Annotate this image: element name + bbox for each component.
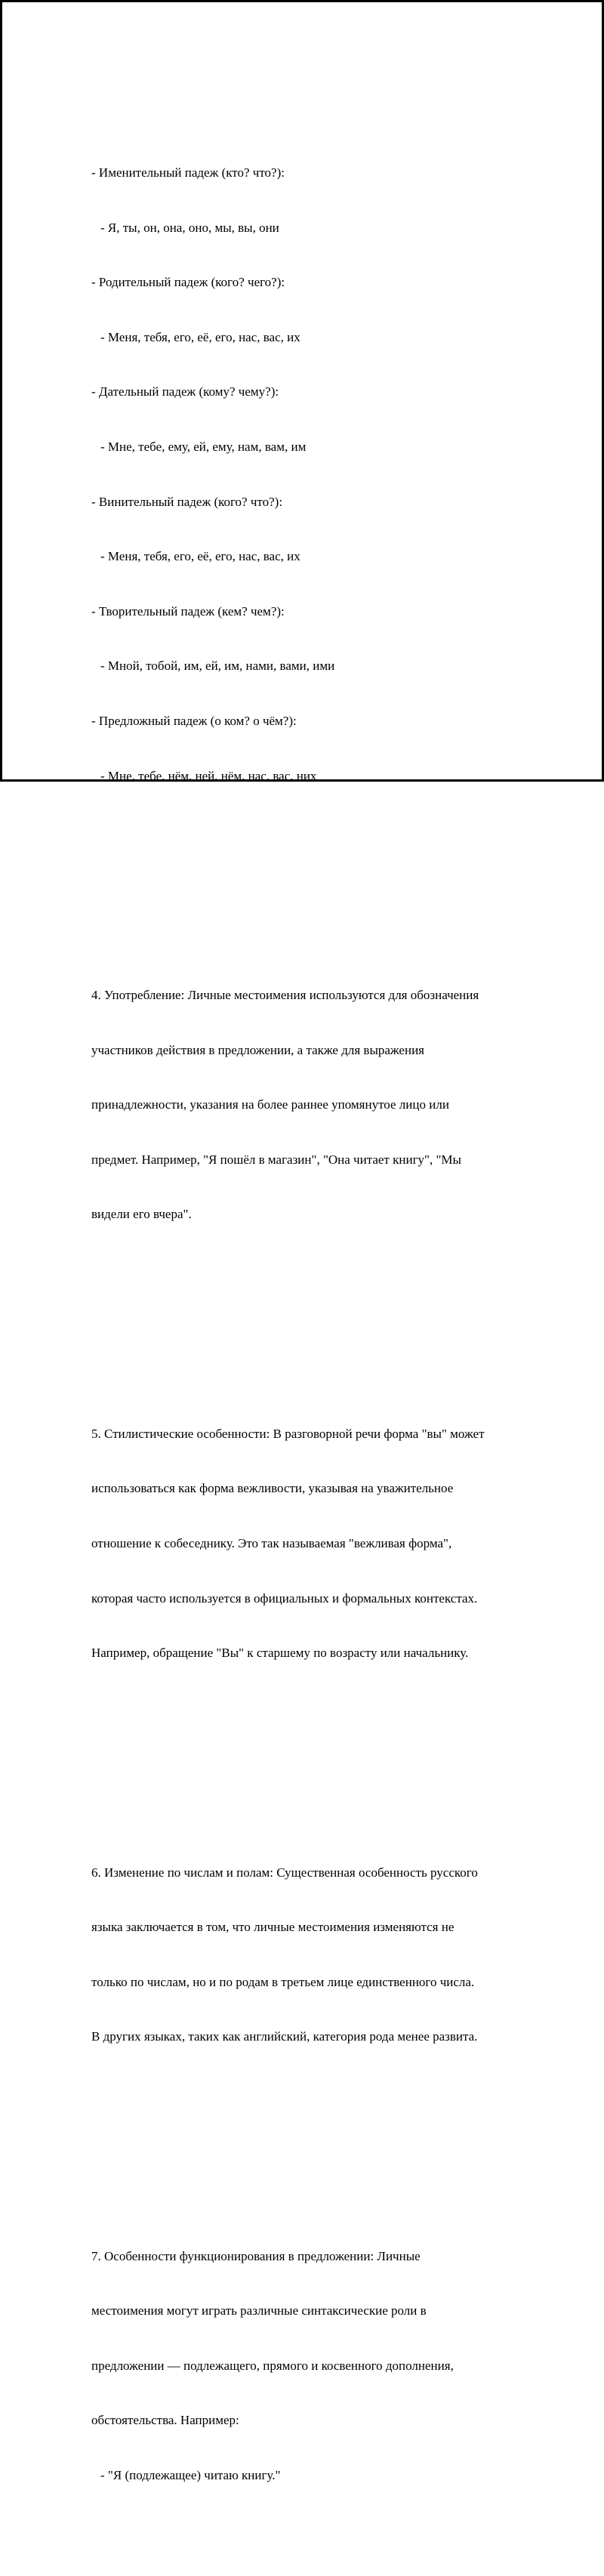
- case-header-accusative: - Винительный падеж (кого? что?):: [91, 494, 283, 509]
- paragraph-line: отношение к собеседнику. Это так называемая "вежливая форма",: [91, 1535, 452, 1550]
- paragraph-line: участников действия в предложении, а также для выражения: [91, 1042, 424, 1057]
- paragraph-line: только по числам, но и по родам в третьем лице единственного числа.: [91, 1974, 475, 1989]
- paragraph-line: принадлежности, указания на более раннее упомянутое лицо или: [91, 1097, 449, 1112]
- paragraph-gap: [91, 2138, 544, 2156]
- paragraph-line: языка заключается в том, что личные местоимения изменяются не: [91, 1920, 455, 1935]
- case-header-prepositional: - Предложный падеж (о ком? о чём?):: [91, 713, 297, 728]
- paragraph-gap: [91, 1754, 544, 1772]
- paragraph-line: 5. Стилистические особенности: В разговорной речи форма "вы" может: [91, 1426, 485, 1441]
- paragraph-line: предложении — подлежащего, прямого и косвенного дополнения,: [91, 2358, 454, 2373]
- case-header-dative: - Дательный падеж (кому? чему?):: [91, 384, 279, 400]
- paragraph-line: местоимения могут играть различные синтаксические роли в: [91, 2303, 427, 2318]
- paragraph-gap: [91, 1316, 544, 1334]
- paragraph-line: В других языках, таких как английский, категория рода менее развита.: [91, 2029, 478, 2044]
- paragraph-line: использоваться как форма вежливости, указывая на уважительное: [91, 1481, 454, 1496]
- example-line: - "Я (подлежащее) читаю книгу.": [100, 2468, 281, 2483]
- section-number-gender: [91, 1827, 544, 2083]
- case-forms-prepositional: - Мне, тебе, нём, ней, нём, нас, вас, них: [100, 768, 317, 783]
- paragraph-line: 4. Употребление: Личные местоимения используются для обозначения: [91, 987, 479, 1002]
- paragraph-line: которая часто используется в официальных и формальных контекстах.: [91, 1590, 478, 1606]
- paragraph-line: видели его вчера".: [91, 1207, 192, 1222]
- paragraph-line: Например, обращение "Вы" к старшему по возрасту или начальнику.: [91, 1646, 469, 1661]
- case-header-instrumental: - Творительный падеж (кем? чем?):: [91, 603, 285, 619]
- paragraph-line: обстоятельства. Например:: [91, 2413, 239, 2428]
- case-forms-nominative: - Я, ты, он, она, оно, мы, вы, они: [100, 220, 279, 235]
- paragraph-line: предмет. Например, "Я пошёл в магазин", "Она читает книгу", "Мы: [91, 1152, 461, 1167]
- case-forms-accusative: - Меня, тебя, его, её, его, нас, вас, их: [100, 549, 300, 564]
- case-header-nominative: - Именительный падеж (кто? что?):: [91, 165, 285, 180]
- case-forms-instrumental: - Мной, тобой, им, ей, им, нами, вами, ими: [100, 659, 335, 674]
- paragraph-gap: [91, 877, 544, 895]
- paragraph-line: 7. Особенности функционирования в предложении: Личные: [91, 2248, 421, 2263]
- section-usage: [91, 950, 544, 1260]
- case-forms-genitive: - Меня, тебя, его, её, его, нас, вас, их: [100, 329, 300, 344]
- section-stylistic: [91, 1388, 544, 1698]
- paragraph-line: 6. Изменение по числам и полам: Существенная особенность русского: [91, 1865, 478, 1880]
- case-list: [91, 128, 544, 822]
- document-body: [91, 72, 544, 2576]
- case-header-genitive: - Родительный падеж (кого? чего?):: [91, 275, 285, 290]
- section-syntax: [91, 2210, 544, 2521]
- case-forms-dative: - Мне, тебе, ему, ей, ему, нам, вам, им: [100, 439, 307, 454]
